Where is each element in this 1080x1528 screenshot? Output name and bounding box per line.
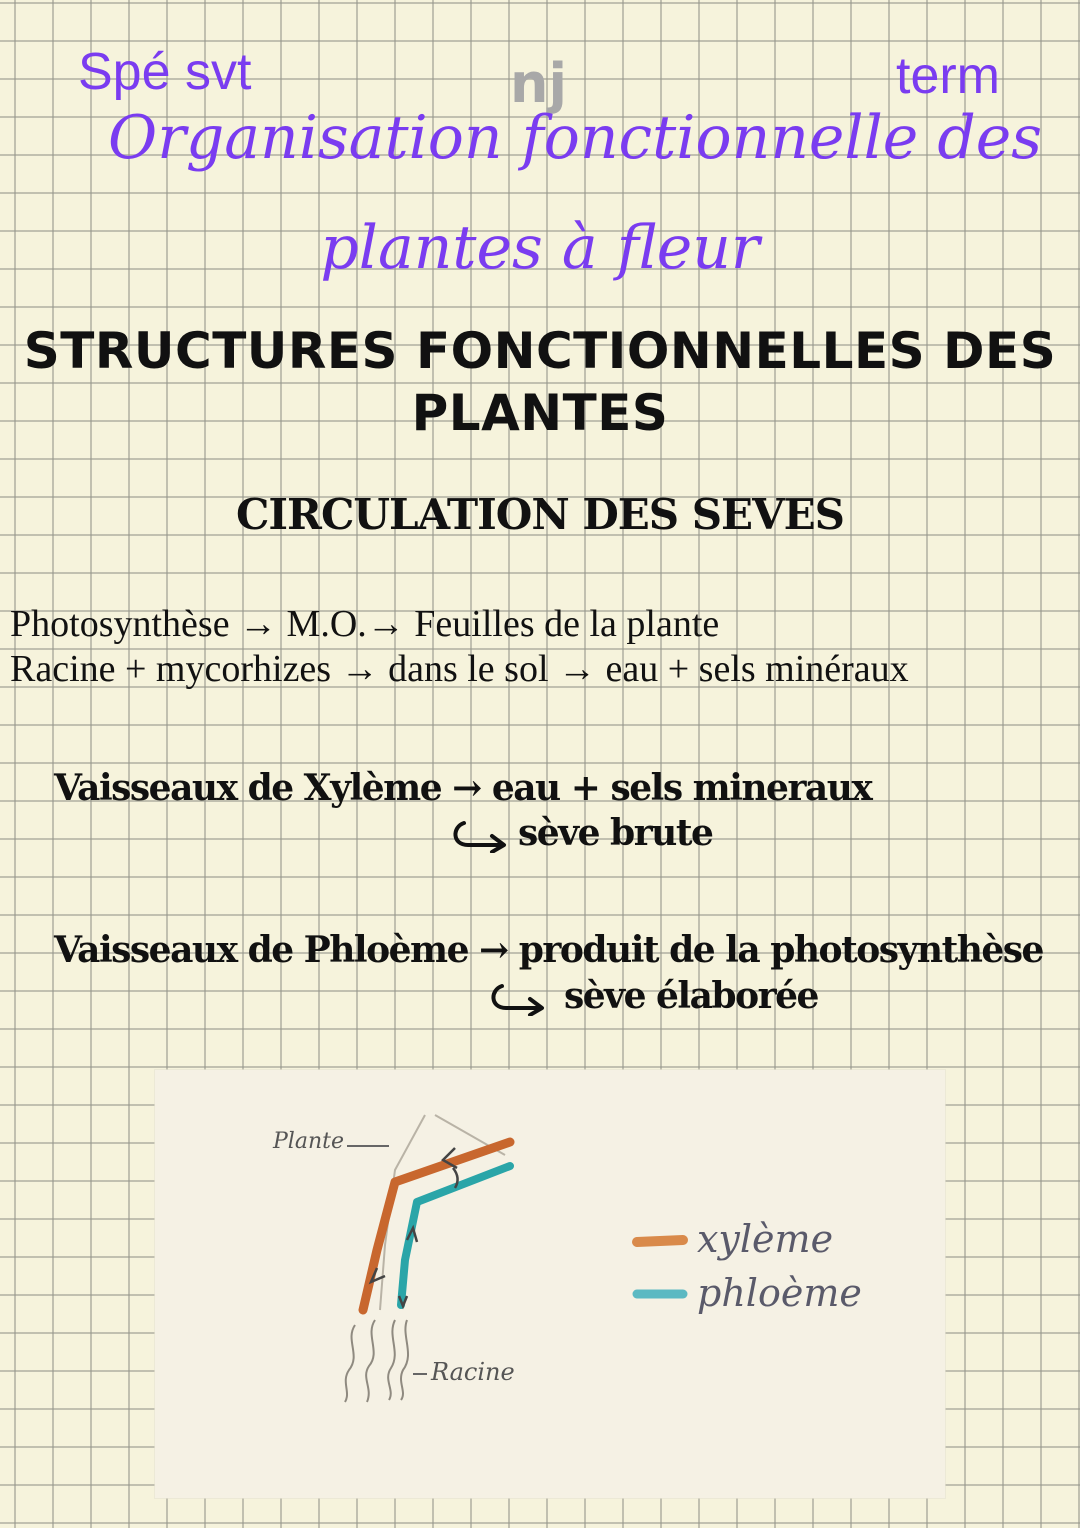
- hook-arrow-icon: [450, 819, 512, 853]
- sap-circulation-diagram: [155, 1070, 945, 1498]
- section-heading-line2: PLANTES: [411, 384, 669, 442]
- subsection-heading: CIRCULATION DES SEVES: [235, 490, 844, 539]
- plant-label: Plante: [273, 1129, 344, 1154]
- xylem-vessel: [363, 1142, 510, 1310]
- page-title-line1: Organisation fonctionnelle des: [108, 103, 1043, 173]
- root-line: [345, 1325, 355, 1402]
- root-line: [388, 1320, 395, 1400]
- phloem-result-text: sève élaborée: [564, 975, 818, 1017]
- legend-xylem-label: xylème: [697, 1217, 834, 1261]
- level-label: term: [896, 47, 1000, 105]
- xylem-result: [450, 812, 713, 854]
- phloem-line: Vaisseaux de Phloème → produit de la photosynthèse: [54, 929, 1043, 971]
- legend-phloem-label: phloème: [697, 1271, 862, 1315]
- legend-xylem-swatch: [637, 1240, 683, 1242]
- page-title-line2: plantes à fleur: [320, 213, 760, 283]
- hook-arrow-icon: [488, 982, 558, 1016]
- phloem-result: [488, 975, 818, 1017]
- section-heading: [0, 320, 1080, 444]
- subject-label: Spé svt: [78, 43, 252, 101]
- section-heading-line1: STRUCTURES FONCTIONNELLES DES: [23, 322, 1057, 380]
- diagram-svg: [155, 1070, 945, 1498]
- author-initials: nj: [510, 52, 567, 115]
- xylem-line: Vaisseaux de Xylème → eau + sels mineraux: [54, 767, 872, 809]
- root-line: [401, 1320, 408, 1400]
- note-line-photosynthesis: Photosynthèse → M.O.→ Feuilles de la plante: [10, 603, 720, 645]
- xylem-result-text: sève brute: [518, 812, 713, 854]
- root-line: [366, 1320, 375, 1402]
- root-label: Racine: [431, 1358, 515, 1386]
- note-line-roots: Racine + mycorhizes → dans le sol → eau + sels minéraux: [10, 648, 909, 690]
